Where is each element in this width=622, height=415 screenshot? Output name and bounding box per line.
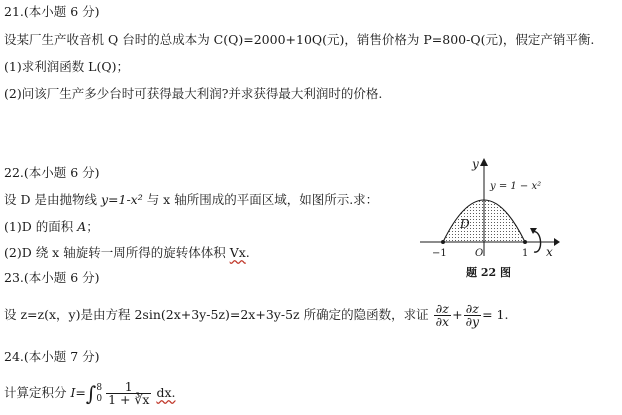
q24-lower-limit: 0 [96,393,103,404]
q22-stem-prefix: 设 D 是由抛物线 [4,192,101,207]
parabola-figure [418,152,568,282]
y-axis-arrow [480,158,488,166]
q24-frac-den: 1 + ∛x [108,392,150,407]
figure-y-label: y [472,157,479,171]
q23-stem [4,300,508,330]
q22-part2-var: Vx [229,245,246,260]
figure-tick-neg: −1 [432,248,447,259]
q24-upper-limit: 8 [96,382,103,393]
x-axis-arrow [554,238,560,246]
q24-integral-lhs: I= [70,385,86,400]
q24-stem [4,376,175,411]
figure-caption: 题 22 图 [466,266,511,279]
q24-header: 24.(本小题 7 分) [4,349,100,364]
q22-stem-equation: y=1-x² [100,192,143,207]
q24-integral-sign: ∫ [85,381,97,406]
q21-stem: 设某厂生产收音机 Q 台时的总成本为 C(Q)=2000+10Q(元)，销售价格为 P=800-Q(元)，假定产销平衡. [4,32,595,47]
q24-fraction [106,381,151,406]
q21-part1: (1)求利润函数 L(Q)； [4,59,129,74]
q23-plus: + [452,307,463,322]
q22-part1 [4,219,99,235]
q24-dx: dx. [156,385,176,400]
figure-region-label: D [460,217,470,231]
q23-frac2-num: ∂z [464,303,482,316]
q23-equals: = 1. [482,307,509,322]
figure-tick-zero: O [475,248,484,259]
q22-part1-prefix: (1)D 的面积 [4,219,78,234]
q23-frac2-den: ∂y [465,314,480,329]
figure-curve-label: y = 1 − x² [490,181,542,192]
q22-stem [4,192,378,208]
q23-header: 23.(本小题 6 分) [4,270,100,285]
q23-fraction-dz-dx [434,303,452,328]
q22-part1-var: A [77,219,87,234]
figure-tick-pos: 1 [522,248,529,259]
q23-frac1-den: ∂x [435,314,450,329]
q24-stem-prefix: 计算定积分 [4,385,71,400]
q22-part1-suffix: ； [86,219,99,234]
q22-stem-suffix: 与 x 轴所围成的平面区域，如图所示.求： [142,192,379,207]
point-one [523,240,527,244]
q23-fraction-dz-dy [464,303,482,328]
q21-part2: (2)问该厂生产多少台时可获得最大利润?并求获得最大利润时的价格. [4,86,383,101]
q22-part2-prefix: (2)D 绕 x 轴旋转一周所得的旋转体体积 [4,245,230,260]
figure-x-label: x [546,245,553,259]
q22-header: 22.(本小题 6 分) [4,165,100,180]
rotation-arrowhead-icon [530,228,537,234]
q24-frac-num: 1 [106,381,151,394]
q23-stem-prefix: 设 z=z(x，y)是由方程 2sin(2x+3y-5z)=2x+3y-5z 所确定的隐函数，求证 [4,307,433,322]
q22-part2-suffix: . [245,245,250,260]
q21-header: 21.(本小题 6 分) [4,4,100,19]
q22-part2 [4,245,250,261]
q23-frac1-num: ∂z [434,303,452,316]
q24-limits [96,383,102,405]
point-neg-one [441,240,445,244]
